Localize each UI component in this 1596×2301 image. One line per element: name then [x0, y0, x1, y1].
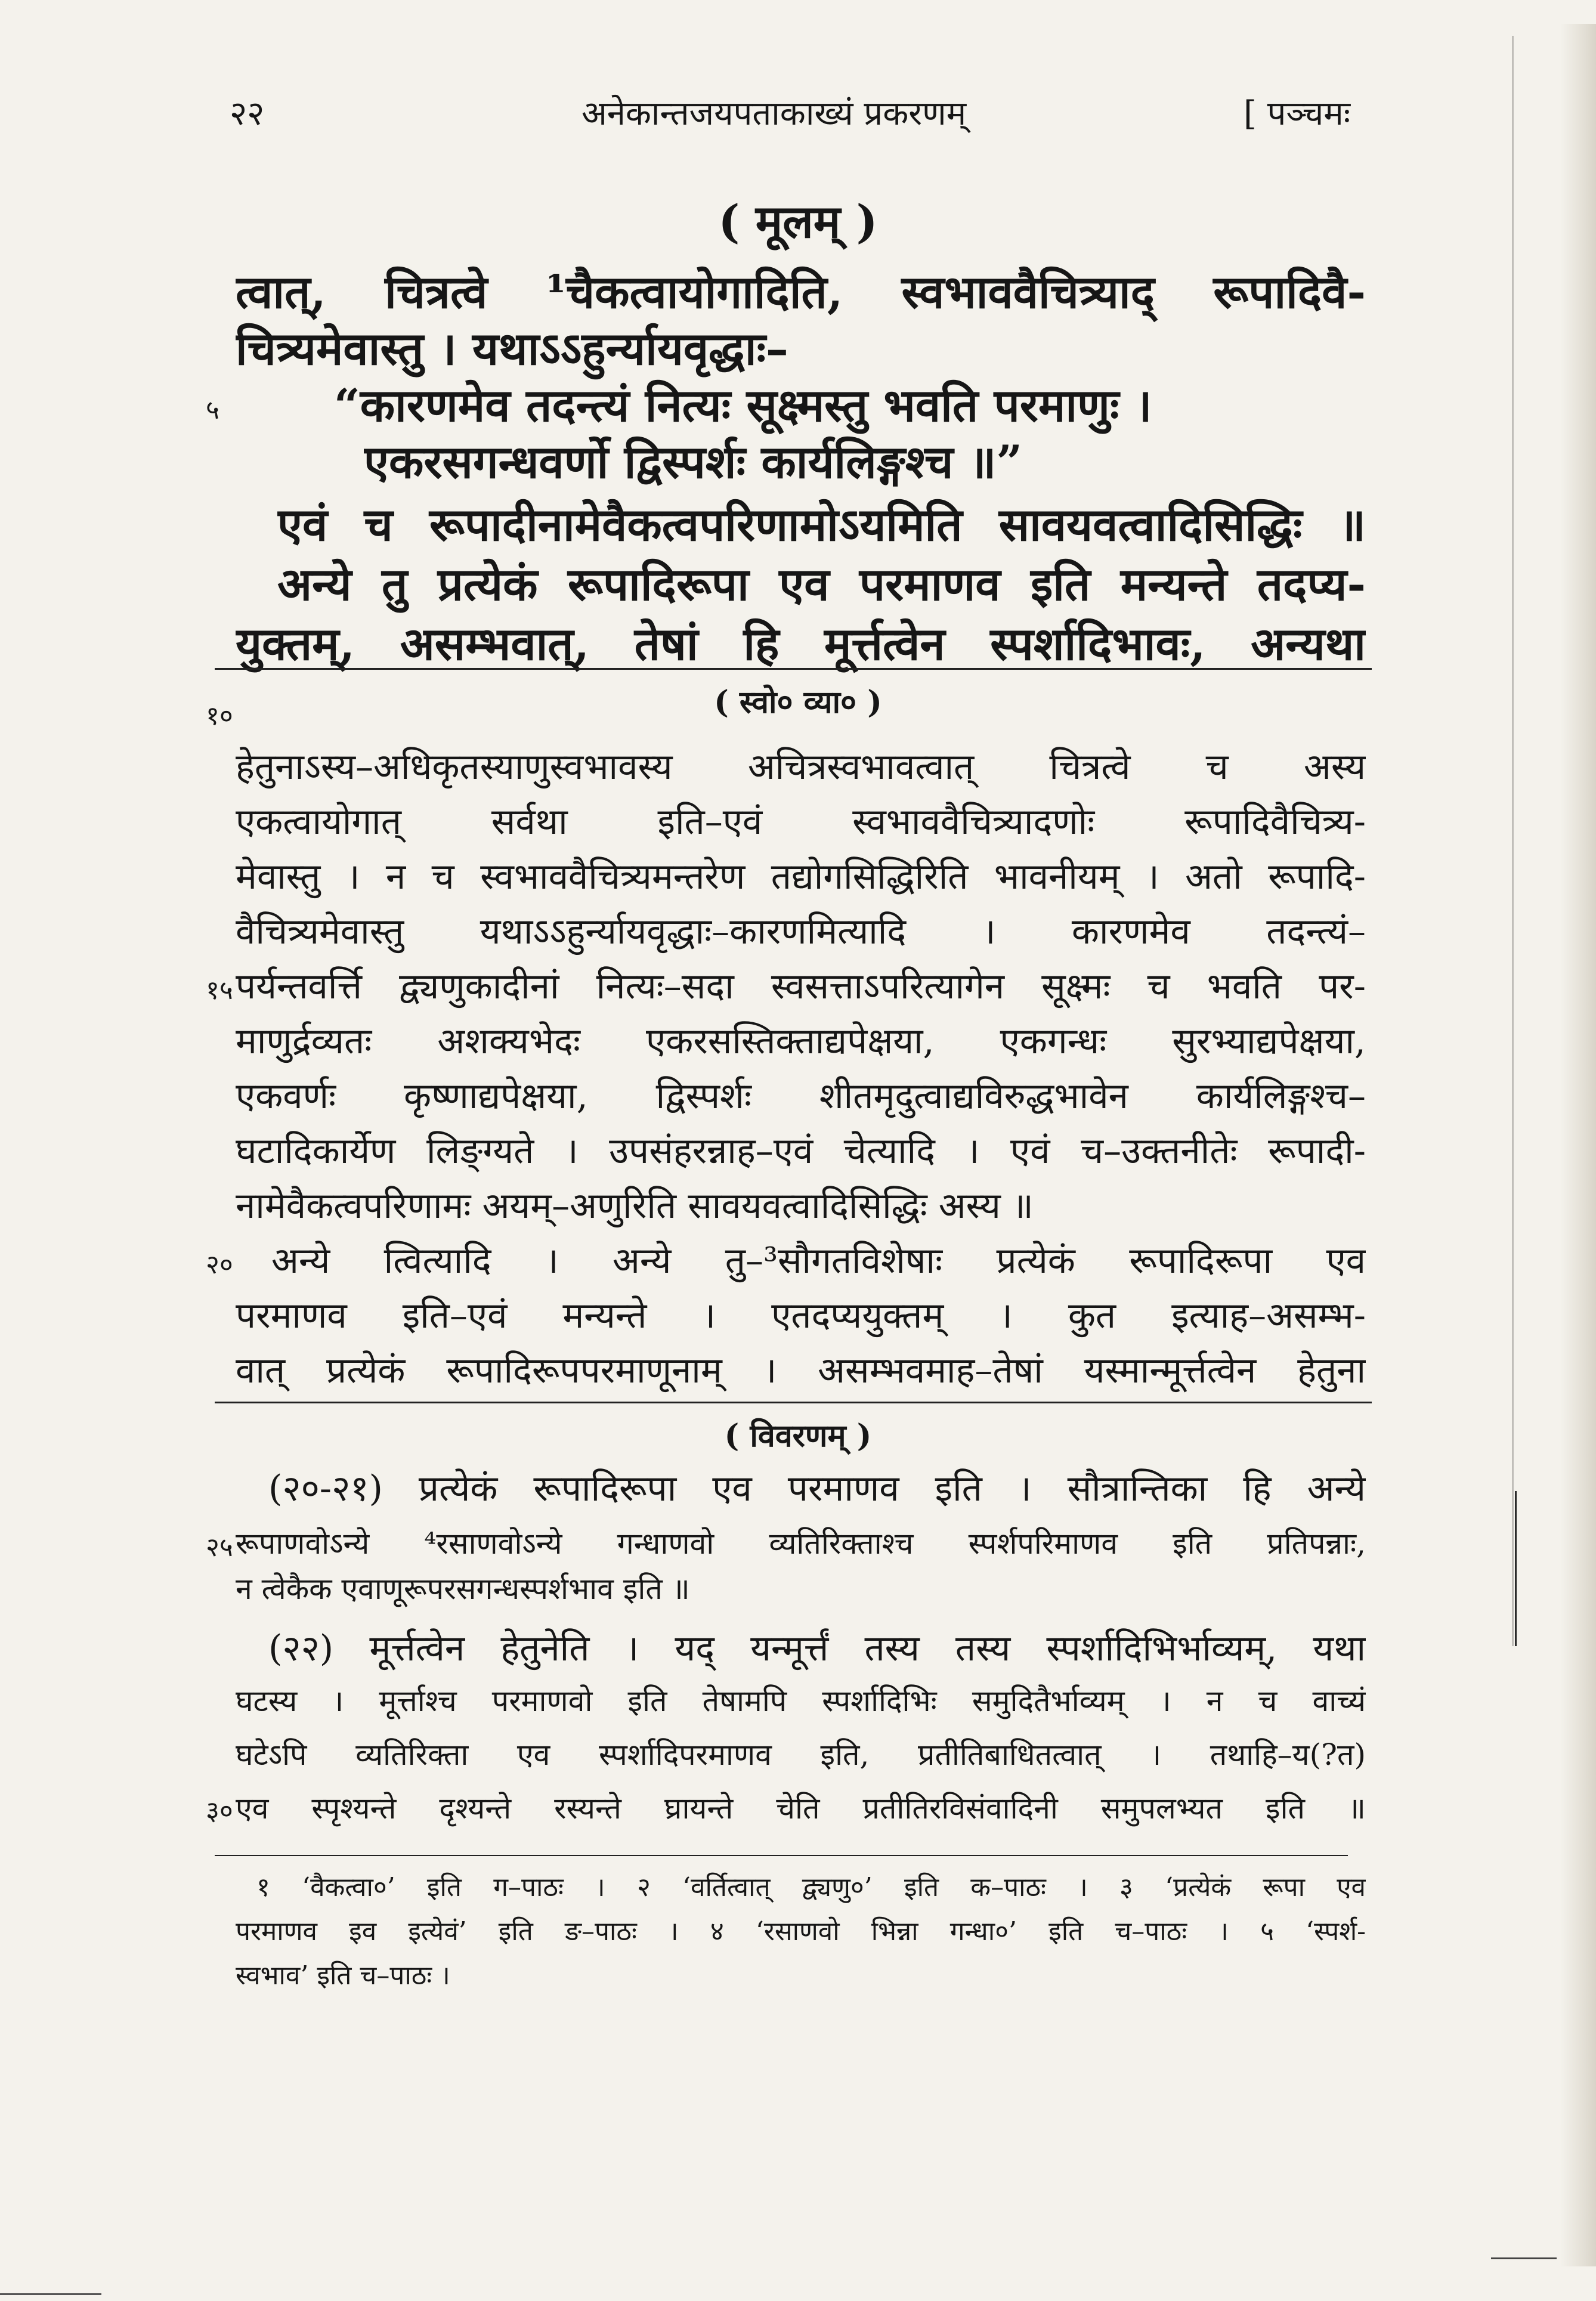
vyakhya-line-2: एकत्वायोगात् सर्वथा इति–एवं स्वभाववैचित्र्यादणोः रूपादिवैचित्र्य-	[236, 801, 1366, 843]
mula-line-6: अन्ये तु प्रत्येकं रूपादिरूपा एव परमाणव इति मन्यन्ते तदप्य-	[277, 558, 1366, 611]
line-number-25: २५	[206, 1532, 233, 1563]
running-title: अनेकान्तजयपताकाख्यं प्रकरणम्	[582, 94, 967, 133]
section-rule	[215, 1402, 1372, 1403]
vyakhya-line-7: एकवर्णः कृष्णाद्यपेक्षया, द्विस्पर्शः शीतमृदुत्वाद्यविरुद्धभावेन कार्यलिङ्गश्च–	[236, 1075, 1366, 1117]
section-rule	[215, 668, 1372, 670]
mula-verse-2: एकरसगन्धवर्णो द्विस्पर्शः कार्यलिङ्गश्च ॥”	[364, 435, 1023, 488]
line-number-30: ३०	[206, 1796, 233, 1826]
vyakhya-line-6: माणुर्द्रव्यतः अशक्यभेदः एकरसस्तिक्ताद्यपेक्षया, एकगन्धः सुरभ्याद्यपेक्षया,	[236, 1020, 1366, 1062]
page-gutter-shadow	[1560, 24, 1596, 2266]
footnote-rule	[215, 1855, 1348, 1856]
mula-line-2: चित्र्यमेवास्तु । यथाऽऽहुर्न्यायवृद्धाः–	[236, 322, 788, 375]
footnote-line-3: स्वभाव’ इति च–पाठः ।	[236, 1960, 450, 1991]
vyakhya-line-1: हेतुनाऽस्य–अधिकृतस्याणुस्वभावस्य अचित्रस्वभावत्वात् चित्रत्वे च अस्य	[236, 746, 1366, 788]
vivarana-heading: ( विवरणम् )	[724, 1418, 872, 1454]
line-number-5: ५	[206, 395, 219, 425]
vyakhya-line-12: वात् प्रत्येकं रूपादिरूपपरमाणूनाम् । असम्भवमाह–तेषां यस्मान्मूर्त्तत्वेन हेतुना	[236, 1350, 1366, 1391]
vyakhya-line-10: अन्ये त्वित्यादि । अन्ये तु–³सौगतविशेषाः प्रत्येकं रूपादिरूपा एव	[271, 1240, 1366, 1282]
line-number-10: १०	[206, 701, 233, 731]
line-number-15: १५	[206, 975, 233, 1006]
page-edge-mark	[1515, 1491, 1517, 1646]
vivarana-line-7: एव स्पृश्यन्ते दृश्यन्ते रस्यन्ते घ्रायन्ते चेति प्रतीतिरविसंवादिनी समुपलभ्यत इति ॥	[236, 1791, 1366, 1826]
footnote-line-2: परमाणव इव इत्येवं’ इति ङ–पाठः । ४ ‘रसाणवो भिन्ना गन्धा०’ इति च–पाठः । ५ ‘स्पर्श-	[236, 1916, 1366, 1947]
vivarana-line-4: (२२) मूर्त्तत्वेन हेतुनेति । यद् यन्मूर्त्तं तस्य तस्य स्पर्शादिभिर्भाव्यम्, यथा	[268, 1628, 1366, 1669]
corner-mark	[1491, 2257, 1557, 2259]
vyakhya-line-11: परमाणव इति–एवं मन्यन्ते । एतदप्ययुक्तम् । कुत इत्याह–असम्भ-	[236, 1295, 1366, 1337]
bottom-left-mark	[0, 2293, 101, 2295]
vyakhya-heading: ( स्वो० व्या० )	[714, 684, 882, 720]
vyakhya-line-8: घटादिकार्येण लिङ्ग्यते । उपसंहरन्नाह–एवं चेत्यादि । एवं च–उक्तनीतेः रूपादी-	[236, 1130, 1366, 1172]
vyakhya-line-4: वैचित्र्यमेवास्तु यथाऽऽहुर्न्यायवृद्धाः–कारणमित्यादि । कारणमेव तदन्त्यं–	[236, 911, 1366, 952]
vyakhya-line-3: मेवास्तु । न च स्वभाववैचित्र्यमन्तरेण तद्योगसिद्धिरिति भावनीयम् । अतो रूपादि-	[236, 856, 1366, 898]
mula-heading: ( मूलम् )	[718, 195, 878, 248]
footnote-line-1: १ ‘वैकत्वा०’ इति ग–पाठः । २ ‘वर्तित्वात् द्व्यणु०’ इति क–पाठः । ३ ‘प्रत्येकं रूपा एव	[256, 1872, 1366, 1903]
page-edge-line	[1512, 36, 1514, 1646]
vivarana-line-3: न त्वेकैक एवाणूरूपरसगन्धस्पर्शभाव इति ॥	[236, 1572, 690, 1606]
mula-line-1: त्वात्, चित्रत्वे ¹चैकत्वायोगादिति, स्वभाववैचित्र्याद् रूपादिवै-	[236, 265, 1366, 318]
vyakhya-line-5: पर्यन्तवर्त्ति द्व्यणुकादीनां नित्यः–सदा स्वसत्ताऽपरित्यागेन सूक्ष्मः च भवति पर-	[236, 966, 1366, 1007]
line-number-20: २०	[206, 1250, 233, 1280]
vivarana-line-6: घटेऽपि व्यतिरिक्ता एव स्पर्शादिपरमाणव इति, प्रतीतिबाधितत्वात् । तथाहि–य(?त)	[236, 1737, 1366, 1772]
mula-line-5: एवं च रूपादीनामेवैकत्वपरिणामोऽयमिति सावयवत्वादिसिद्धिः ॥	[277, 498, 1366, 551]
mula-verse-1: “कारणमेव तदन्त्यं नित्यः सूक्ष्मस्तु भवति परमाणुः ।	[334, 379, 1152, 432]
mula-line-7: युक्तम्, असम्भवात्, तेषां हि मूर्त्तत्वेन स्पर्शादिभावः, अन्यथा	[236, 617, 1366, 670]
page-number: २२	[230, 94, 265, 133]
section-marker: [ पञ्चमः	[1244, 94, 1351, 133]
vivarana-line-5: घटस्य । मूर्त्ताश्च परमाणवो इति तेषामपि स्पर्शादिभिः समुदितैर्भाव्यम् । न च वाच्यं	[236, 1684, 1366, 1718]
vyakhya-line-9: नामेवैकत्वपरिणामः अयम्–अणुरिति सावयवत्वादिसिद्धिः अस्य ॥	[236, 1185, 1034, 1227]
vivarana-line-2: रूपाणवोऽन्ये ⁴रसाणवोऽन्ये गन्धाणवो व्यतिरिक्ताश्च स्पर्शपरिमाणव इति प्रतिपन्नाः,	[236, 1526, 1366, 1561]
vivarana-line-1: (२०-२१) प्रत्येकं रूपादिरूपा एव परमाणव इति । सौत्रान्तिका हि अन्ये	[268, 1468, 1366, 1510]
